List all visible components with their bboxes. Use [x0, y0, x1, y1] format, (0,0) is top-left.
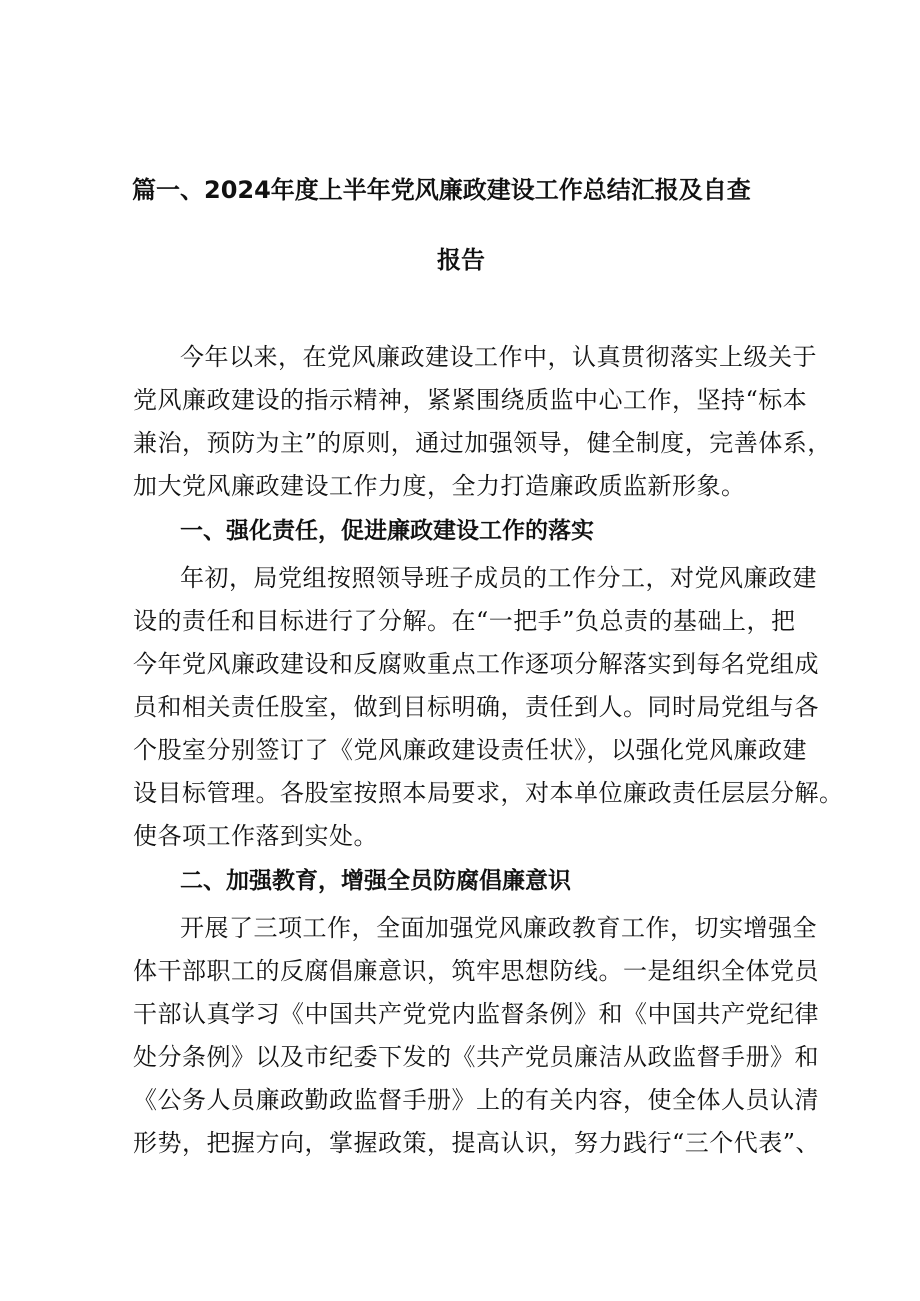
section-2-line: 干部认真学习《中国共产党党内监督条例》和《中国共产党纪律	[133, 1000, 819, 1028]
section-1-heading: 一、强化责任，促进廉政建设工作的落实	[180, 518, 594, 544]
section-2-line: 《公务人员廉政勤政监督手册》上的有关内容，使全体人员认清	[133, 1086, 819, 1114]
document-title-line-1: 篇一、2024年度上半年党风廉政建设工作总结汇报及自查	[132, 176, 751, 204]
intro-line: 加大党风廉政建设工作力度，全力打造廉政质监新形象。	[133, 472, 746, 500]
section-1-line: 设目标管理。各股室按照本局要求，对本单位廉政责任层层分解。	[133, 779, 844, 807]
intro-line: 兼治，预防为主”的原则，通过加强领导，健全制度，完善体系，	[133, 429, 832, 457]
document-title-line-2: 报告	[437, 246, 485, 274]
intro-line: 今年以来，在党风廉政建设工作中，认真贯彻落实上级关于	[180, 343, 817, 371]
section-2-line: 开展了三项工作，全面加强党风廉政教育工作，切实增强全	[180, 914, 817, 942]
section-1-line: 使各项工作落到实处。	[133, 822, 378, 850]
section-1-line: 员和相关责任股室，做到目标明确，责任到人。同时局党组与各	[133, 693, 819, 721]
section-2-heading: 二、加强教育，增强全员防腐倡廉意识	[180, 868, 571, 894]
section-2-line: 处分条例》以及市纪委下发的《共产党员廉洁从政监督手册》和	[133, 1043, 819, 1071]
section-1-line: 设的责任和目标进行了分解。在“一把手”负总责的基础上，把	[133, 607, 796, 635]
section-1-line: 今年党风廉政建设和反腐败重点工作逐项分解落实到每名党组成	[133, 650, 819, 678]
section-1-line: 个股室分别签订了《党风廉政建设责任状》，以强化党风廉政建	[133, 736, 807, 764]
section-1-line: 年初，局党组按照领导班子成员的工作分工，对党风廉政建	[180, 564, 817, 592]
intro-line: 党风廉政建设的指示精神，紧紧围绕质监中心工作，坚持“标本	[133, 386, 808, 414]
section-2-line: 体干部职工的反腐倡廉意识，筑牢思想防线。一是组织全体党员	[133, 957, 819, 985]
section-2-line: 形势，把握方向，掌握政策，提高认识，努力践行“三个代表”、	[133, 1129, 821, 1157]
